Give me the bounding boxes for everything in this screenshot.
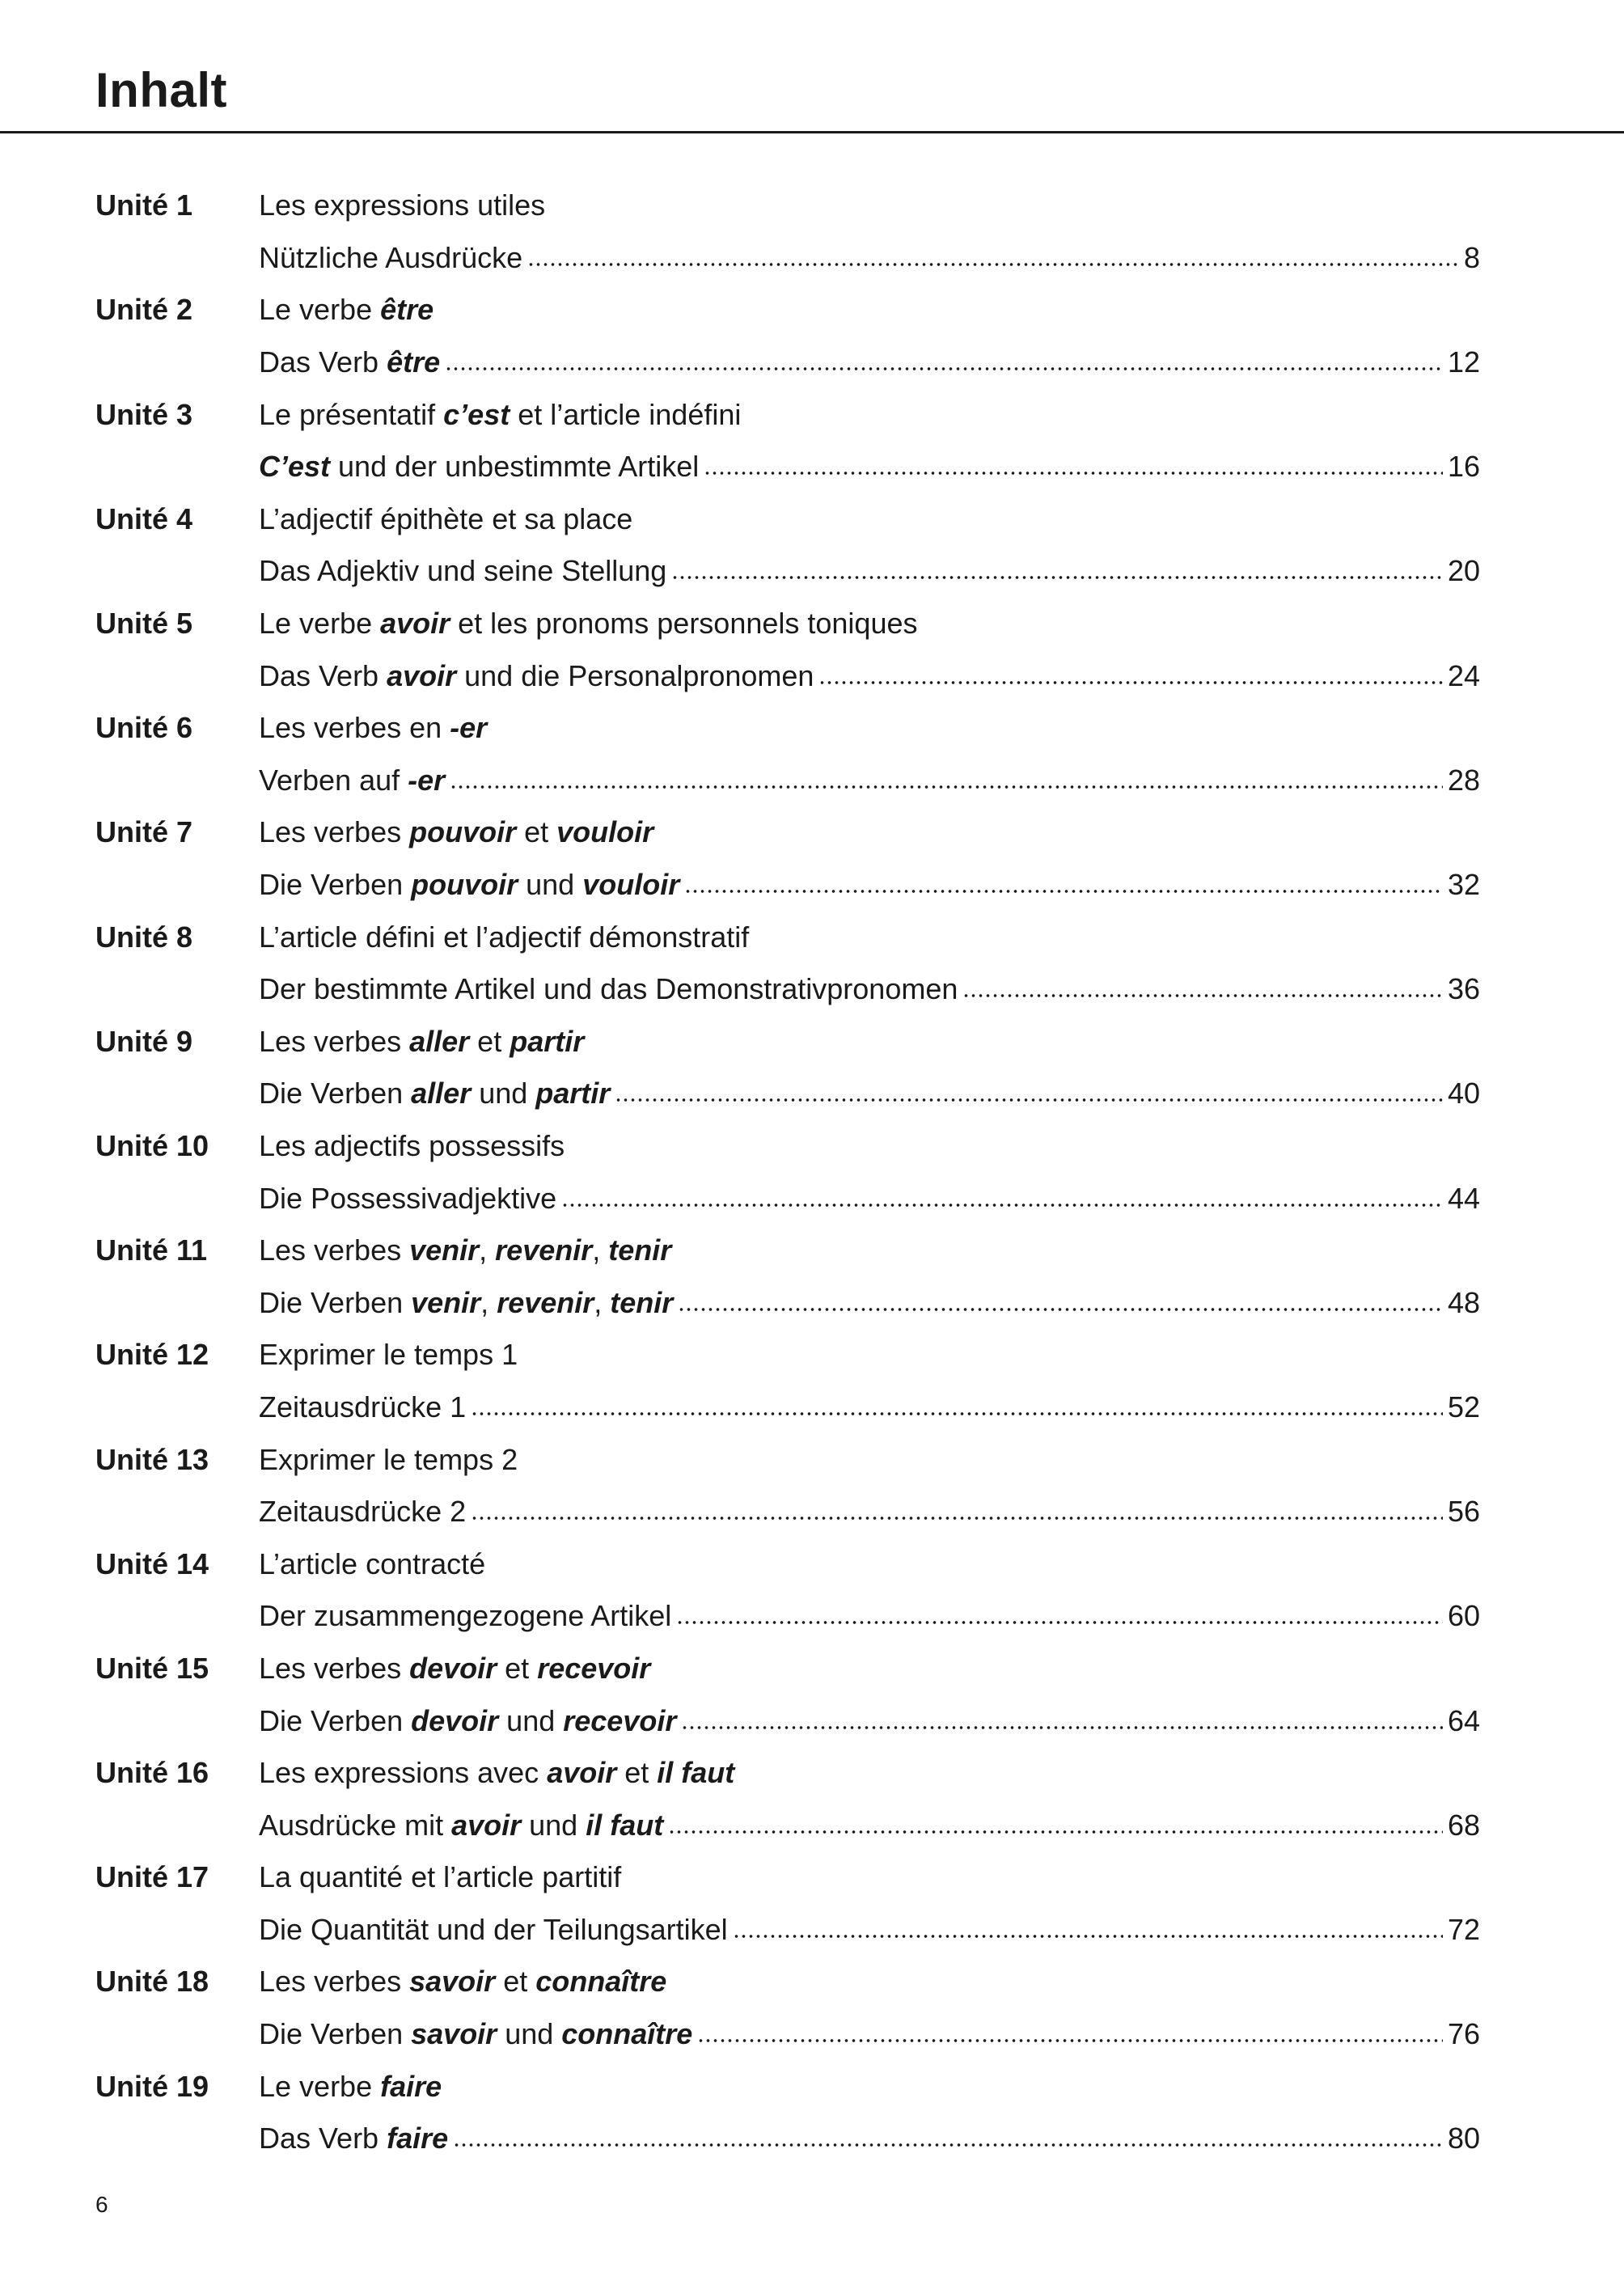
emphasized-term: vouloir <box>556 815 654 849</box>
title-text: et <box>516 815 557 849</box>
toc-entry-link[interactable] <box>95 755 1480 807</box>
unit-label: Unité 4 <box>95 501 193 535</box>
unit-label: Unité 1 <box>95 188 193 222</box>
toc-entry-link[interactable] <box>95 1486 1480 1538</box>
dot-leader <box>818 678 1443 687</box>
dot-leader <box>471 1513 1443 1523</box>
toc-unit-heading <box>95 806 1480 859</box>
toc-entry-link[interactable] <box>95 1799 1480 1851</box>
unit-title-german <box>259 1599 671 1633</box>
dot-leader <box>962 991 1443 1001</box>
toc-unit-heading <box>95 1747 1480 1800</box>
emphasized-term: devoir <box>409 1651 497 1685</box>
unit-title-german <box>259 345 440 379</box>
title-text: et l’article indéfini <box>510 397 742 431</box>
title-text: Les verbes en <box>259 711 450 745</box>
unit-label: Unité 19 <box>95 2069 209 2103</box>
unit-label: Unité 3 <box>95 397 193 431</box>
unit-title-french <box>259 1025 1480 1059</box>
unit-title-german <box>259 1286 673 1320</box>
title-text: Le verbe <box>259 293 381 327</box>
dot-leader <box>450 782 1443 792</box>
dot-leader <box>671 573 1443 582</box>
emphasized-term: partir <box>510 1024 585 1058</box>
toc-entry-link[interactable] <box>95 1068 1480 1120</box>
unit-title-german <box>259 1077 610 1111</box>
unit-label: Unité 14 <box>95 1546 209 1580</box>
unit-title-french <box>259 1547 1480 1581</box>
toc-unit-heading <box>95 911 1480 963</box>
emphasized-term: c’est <box>443 397 510 431</box>
toc-unit-heading <box>95 702 1480 755</box>
title-text: Die Verben <box>259 2017 412 2051</box>
dot-leader <box>681 1723 1443 1732</box>
emphasized-term: recevoir <box>563 1703 677 1737</box>
title-text: Ausdrücke mit <box>259 1808 452 1842</box>
dot-leader <box>561 1200 1443 1210</box>
dot-leader <box>733 1931 1443 1941</box>
unit-title-german <box>259 241 522 275</box>
unit-title-french <box>259 1652 1480 1686</box>
title-text: Les verbes <box>259 1024 410 1058</box>
unit-label: Unité 13 <box>95 1442 209 1476</box>
dot-leader <box>684 886 1443 896</box>
entry-page-number: 76 <box>1447 2017 1480 2051</box>
toc-entry-link[interactable] <box>95 441 1480 493</box>
emphasized-term: devoir <box>411 1703 499 1737</box>
unit-title-german <box>259 1390 466 1424</box>
unit-label: Unité 17 <box>95 1860 209 1894</box>
emphasized-term: aller <box>409 1024 470 1058</box>
entry-page-number: 20 <box>1447 554 1480 588</box>
unit-title-french <box>259 502 1480 536</box>
emphasized-term: avoir <box>380 607 450 641</box>
unit-title-german <box>259 450 699 484</box>
title-text: und <box>521 1808 586 1842</box>
unit-title-french <box>259 293 1480 327</box>
title-text: und <box>497 2017 562 2051</box>
emphasized-term: pouvoir <box>409 815 517 849</box>
title-text: Die Verben <box>259 1703 412 1737</box>
unit-title-german <box>259 1182 556 1216</box>
toc-unit-heading <box>95 284 1480 336</box>
title-text: , <box>479 1233 496 1267</box>
unit-title-german <box>259 972 958 1006</box>
emphasized-term: tenir <box>610 1285 674 1319</box>
unit-title-german <box>259 1809 663 1842</box>
toc-entry-link[interactable] <box>95 2113 1480 2165</box>
title-text: Die Quantität und der Teilungsartikel <box>259 1912 728 1946</box>
emphasized-term: revenir <box>495 1233 593 1267</box>
title-text: und <box>471 1077 536 1111</box>
page-title: Inhalt <box>95 63 227 117</box>
unit-title-french <box>259 1860 1480 1894</box>
title-text: Exprimer le temps 2 <box>259 1442 518 1476</box>
title-text: Der bestimmte Artikel und das Demonstrativpronomen <box>259 972 958 1006</box>
unit-title-french <box>259 1443 1480 1477</box>
toc-unit-heading <box>95 1643 1480 1695</box>
unit-label: Unité 2 <box>95 293 193 327</box>
title-text: Les verbes <box>259 1651 410 1685</box>
title-text: et <box>497 1651 538 1685</box>
title-text: Le présentatif <box>259 397 444 431</box>
unit-label: Unité 16 <box>95 1756 209 1790</box>
emphasized-term: être <box>380 293 434 327</box>
entry-page-number: 64 <box>1447 1703 1480 1737</box>
title-text: Zeitausdrücke 2 <box>259 1495 467 1529</box>
toc-unit-heading <box>95 388 1480 441</box>
title-text: L’adjectif épithète et sa place <box>259 501 633 535</box>
unit-title-french <box>259 1129 1480 1163</box>
title-text: und <box>518 868 583 902</box>
emphasized-term: C’est <box>259 450 331 484</box>
title-text: et <box>616 1756 658 1790</box>
title-text: L’article contracté <box>259 1546 486 1580</box>
title-text: , <box>594 1285 611 1319</box>
toc-unit-heading <box>95 1120 1480 1173</box>
toc-unit-heading <box>95 1433 1480 1486</box>
entry-page-number: 28 <box>1447 763 1480 797</box>
unit-title-german <box>259 868 679 902</box>
title-text: La quantité et l’article partitif <box>259 1860 622 1894</box>
unit-title-french <box>259 1965 1480 1999</box>
title-text: , <box>480 1285 497 1319</box>
emphasized-term: faire <box>387 2122 449 2156</box>
title-text: Die Verben <box>259 868 412 902</box>
title-text: Les verbes <box>259 1233 410 1267</box>
entry-page-number: 48 <box>1447 1285 1480 1319</box>
toc-entry-link[interactable] <box>95 232 1480 285</box>
title-text: und <box>498 1703 564 1737</box>
entry-page-number: 72 <box>1447 1912 1480 1946</box>
emphasized-term: il faut <box>586 1808 664 1842</box>
unit-title-french <box>259 1338 1480 1372</box>
toc-unit-heading <box>95 1329 1480 1381</box>
title-text: Die Verben <box>259 1285 412 1319</box>
title-text: Les expressions avec <box>259 1756 548 1790</box>
unit-label: Unité 7 <box>95 815 193 849</box>
entry-page-number: 16 <box>1447 450 1480 484</box>
emphasized-term: partir <box>535 1077 611 1111</box>
dot-leader <box>445 364 1443 374</box>
title-text: Les expressions utiles <box>259 188 546 222</box>
entry-page-number: 80 <box>1447 2122 1480 2156</box>
emphasized-term: venir <box>411 1285 481 1319</box>
toc-entry-link[interactable] <box>95 963 1480 1016</box>
unit-title-german <box>259 659 814 693</box>
title-text: Das Verb <box>259 658 387 692</box>
unit-label: Unité 15 <box>95 1651 209 1685</box>
unit-title-french <box>259 607 1480 641</box>
unit-label: Unité 11 <box>95 1233 208 1267</box>
toc-unit-heading <box>95 493 1480 546</box>
dot-leader <box>453 2140 1443 2150</box>
unit-title-french <box>259 1756 1480 1790</box>
entry-page-number: 8 <box>1463 240 1480 274</box>
title-text: Nützliche Ausdrücke <box>259 240 523 274</box>
title-text: Les adjectifs possessifs <box>259 1128 565 1162</box>
unit-title-german <box>259 2017 692 2051</box>
entry-page-number: 24 <box>1447 658 1480 692</box>
emphasized-term: savoir <box>411 2017 497 2051</box>
toc-unit-heading <box>95 180 1480 232</box>
emphasized-term: -er <box>408 763 446 797</box>
emphasized-term: faire <box>380 2069 442 2103</box>
dot-leader <box>678 1305 1443 1314</box>
title-text: Exprimer le temps 1 <box>259 1338 518 1372</box>
unit-label: Unité 18 <box>95 1965 209 1999</box>
title-text: Der zusammengezogene Artikel <box>259 1599 672 1633</box>
title-text: L’article défini et l’adjectif démonstratif <box>259 920 750 954</box>
unit-title-german <box>259 1704 676 1738</box>
title-text: Die Possessivadjektive <box>259 1181 557 1215</box>
emphasized-term: -er <box>450 711 488 745</box>
toc-entry-link[interactable] <box>95 2008 1480 2061</box>
toc-unit-heading <box>95 1538 1480 1590</box>
title-text: Le verbe <box>259 607 381 641</box>
unit-title-french <box>259 815 1480 849</box>
toc-unit-heading <box>95 598 1480 650</box>
title-text: Das Adjektiv und seine Stellung <box>259 554 667 588</box>
emphasized-term: savoir <box>409 1965 496 1999</box>
entry-page-number: 68 <box>1447 1808 1480 1842</box>
title-text: et <box>469 1024 510 1058</box>
unit-label: Unité 6 <box>95 711 193 745</box>
entry-page-number: 60 <box>1447 1599 1480 1633</box>
entry-page-number: 52 <box>1447 1390 1480 1424</box>
dot-leader <box>527 260 1459 269</box>
title-text: , <box>592 1233 609 1267</box>
title-text: Das Verb <box>259 345 387 379</box>
dot-leader <box>471 1409 1443 1419</box>
toc-unit-heading <box>95 1225 1480 1277</box>
unit-title-german <box>259 554 666 588</box>
dot-leader <box>615 1095 1443 1105</box>
title-text: et <box>495 1965 536 1999</box>
unit-title-french <box>259 711 1480 745</box>
entry-page-number: 56 <box>1447 1495 1480 1529</box>
emphasized-term: avoir <box>387 658 457 692</box>
toc-entry-link[interactable] <box>95 649 1480 702</box>
unit-label: Unité 9 <box>95 1024 193 1058</box>
unit-title-french <box>259 1233 1480 1267</box>
toc-entry-link[interactable] <box>95 1276 1480 1329</box>
entry-page-number: 36 <box>1447 972 1480 1006</box>
emphasized-term: être <box>387 345 441 379</box>
emphasized-term: pouvoir <box>411 868 518 902</box>
dot-leader <box>697 2036 1443 2046</box>
toc-entry-link[interactable] <box>95 1904 1480 1957</box>
emphasized-term: recevoir <box>537 1651 651 1685</box>
unit-title-german <box>259 1913 728 1947</box>
title-rule <box>0 131 1624 133</box>
title-text: Le verbe <box>259 2069 381 2103</box>
toc-entry-link[interactable] <box>95 1381 1480 1434</box>
entry-page-number: 40 <box>1447 1077 1480 1111</box>
unit-title-french <box>259 188 1480 222</box>
emphasized-term: il faut <box>657 1756 735 1790</box>
toc-unit-heading <box>95 1851 1480 1904</box>
entry-page-number: 32 <box>1447 868 1480 902</box>
entry-page-number: 12 <box>1447 345 1480 379</box>
unit-label: Unité 5 <box>95 607 193 641</box>
emphasized-term: revenir <box>497 1285 594 1319</box>
title-text: Les verbes <box>259 815 410 849</box>
emphasized-term: aller <box>411 1077 472 1111</box>
emphasized-term: vouloir <box>582 868 680 902</box>
title-text: Les verbes <box>259 1965 410 1999</box>
unit-label: Unité 8 <box>95 920 193 954</box>
toc-entry-link[interactable] <box>95 1590 1480 1643</box>
toc-entry-link[interactable] <box>95 1694 1480 1747</box>
unit-title-french <box>259 920 1480 954</box>
title-text: Verben auf <box>259 763 408 797</box>
title-text: Die Verben <box>259 1077 412 1111</box>
title-text: et les pronoms personnels toniques <box>450 607 918 641</box>
emphasized-term: connaître <box>561 2017 693 2051</box>
unit-title-german <box>259 1495 466 1529</box>
toc-unit-heading <box>95 1016 1480 1068</box>
unit-label: Unité 10 <box>95 1128 209 1162</box>
title-text: und der unbestimmte Artikel <box>330 450 700 484</box>
emphasized-term: venir <box>409 1233 480 1267</box>
toc-entry-link[interactable] <box>95 1172 1480 1225</box>
unit-title-german <box>259 764 445 797</box>
dot-leader <box>668 1827 1443 1837</box>
page-number: 6 <box>95 2192 108 2217</box>
entry-page-number: 44 <box>1447 1181 1480 1215</box>
unit-label: Unité 12 <box>95 1338 209 1372</box>
title-text: Zeitausdrücke 1 <box>259 1390 467 1424</box>
emphasized-term: avoir <box>451 1808 522 1842</box>
toc-entry-link[interactable] <box>95 336 1480 389</box>
dot-leader <box>704 468 1443 478</box>
emphasized-term: connaître <box>535 1965 667 1999</box>
table-of-contents <box>95 180 1480 2165</box>
emphasized-term: avoir <box>547 1756 617 1790</box>
title-text: und die Personalpronomen <box>456 658 814 692</box>
unit-title-german <box>259 2122 448 2156</box>
toc-entry-link[interactable] <box>95 545 1480 598</box>
unit-title-french <box>259 2070 1480 2104</box>
unit-title-french <box>259 398 1480 432</box>
emphasized-term: tenir <box>608 1233 672 1267</box>
dot-leader <box>676 1618 1443 1627</box>
title-text: Das Verb <box>259 2122 387 2156</box>
toc-unit-heading <box>95 2060 1480 2113</box>
toc-unit-heading <box>95 1956 1480 2008</box>
toc-entry-link[interactable] <box>95 859 1480 912</box>
